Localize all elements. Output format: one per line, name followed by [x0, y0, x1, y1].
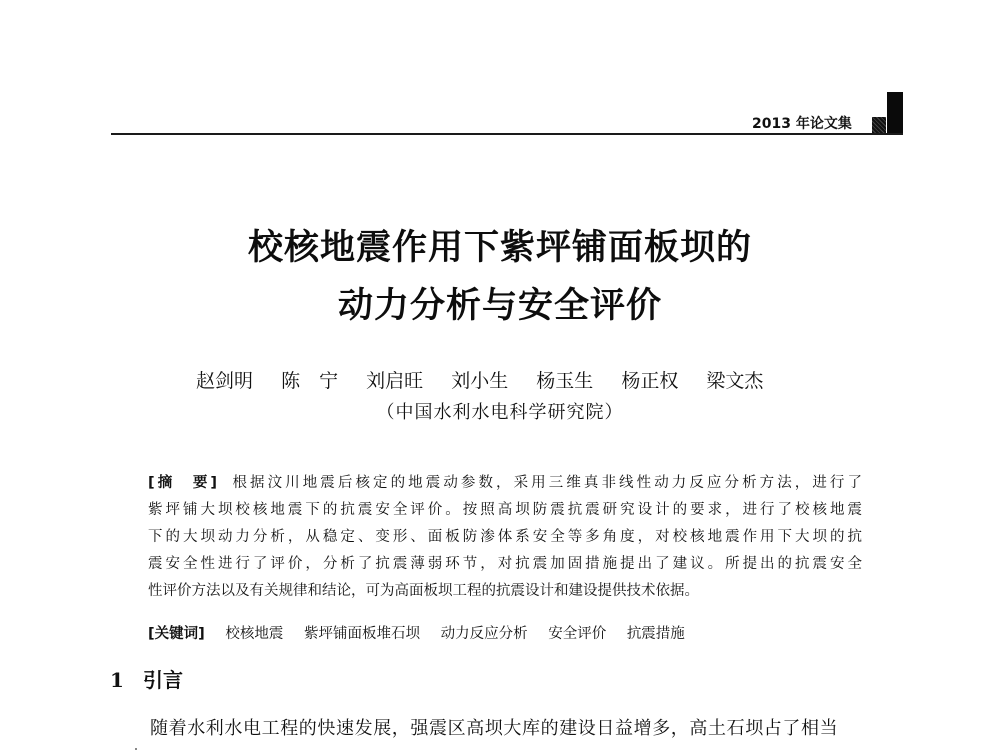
affiliation: （中国水利水电科学研究院） — [376, 402, 624, 423]
keyword: 紫坪铺面板堆石坝 — [303, 626, 420, 642]
abstract — [148, 470, 862, 605]
abstract-label: [摘 要] — [148, 475, 218, 491]
author: 赵剑明 — [196, 370, 254, 392]
abstract-line: 性评价方法以及有关规律和结论，可为高面板坝工程的抗震设计和建设提供技术依据。 — [148, 583, 699, 599]
keywords — [148, 623, 685, 645]
abstract-line — [148, 470, 862, 497]
abstract-text: 根据汶川地震后核定的地震动参数，采用三维真非线性动力反应分析方法，进行了 — [232, 475, 863, 491]
paper-title-line-2: 动力分析与安全评价 — [337, 286, 662, 326]
running-header-title: 2013 年论文集 — [752, 116, 852, 132]
author: 梁文杰 — [706, 370, 764, 392]
keyword: 安全评价 — [548, 626, 607, 642]
keyword: 抗震措施 — [626, 626, 685, 642]
abstract-line: 下的大坝动力分析，从稳定、变形、面板防渗体系安全等多角度，对校核地震作用下大坝的抗 — [148, 529, 862, 545]
section-title: 引言 — [143, 668, 183, 692]
header-rule — [111, 133, 903, 135]
body-paragraph-line: 随着水利水电工程的快速发展，强震区高坝大库的建设日益增多，高土石坝占了相当 — [150, 718, 839, 739]
author: 陈 宁 — [281, 370, 339, 392]
section-number: 1 — [110, 668, 124, 692]
author-list — [196, 369, 763, 393]
section-heading — [110, 667, 183, 693]
scan-artifact — [135, 748, 137, 750]
paper-title-line-1: 校核地震作用下紫坪铺面板坝的 — [247, 228, 752, 268]
keywords-label: [关键词] — [148, 626, 205, 642]
abstract-line: 紫坪铺大坝校核地震下的抗震安全评价。按照高坝防震抗震研究设计的要求，进行了校核地震 — [148, 502, 862, 518]
author: 杨正权 — [621, 370, 679, 392]
author: 刘启旺 — [366, 370, 424, 392]
author: 杨玉生 — [536, 370, 594, 392]
header-decorative-block-small — [872, 117, 886, 133]
abstract-line: 震安全性进行了评价，分析了抗震薄弱环节，对抗震加固措施提出了建议。所提出的抗震安全 — [148, 556, 862, 572]
author: 刘小生 — [451, 370, 509, 392]
keyword: 校核地震 — [225, 626, 284, 642]
header-decorative-block-tall — [887, 92, 903, 133]
keyword: 动力反应分析 — [440, 626, 528, 642]
